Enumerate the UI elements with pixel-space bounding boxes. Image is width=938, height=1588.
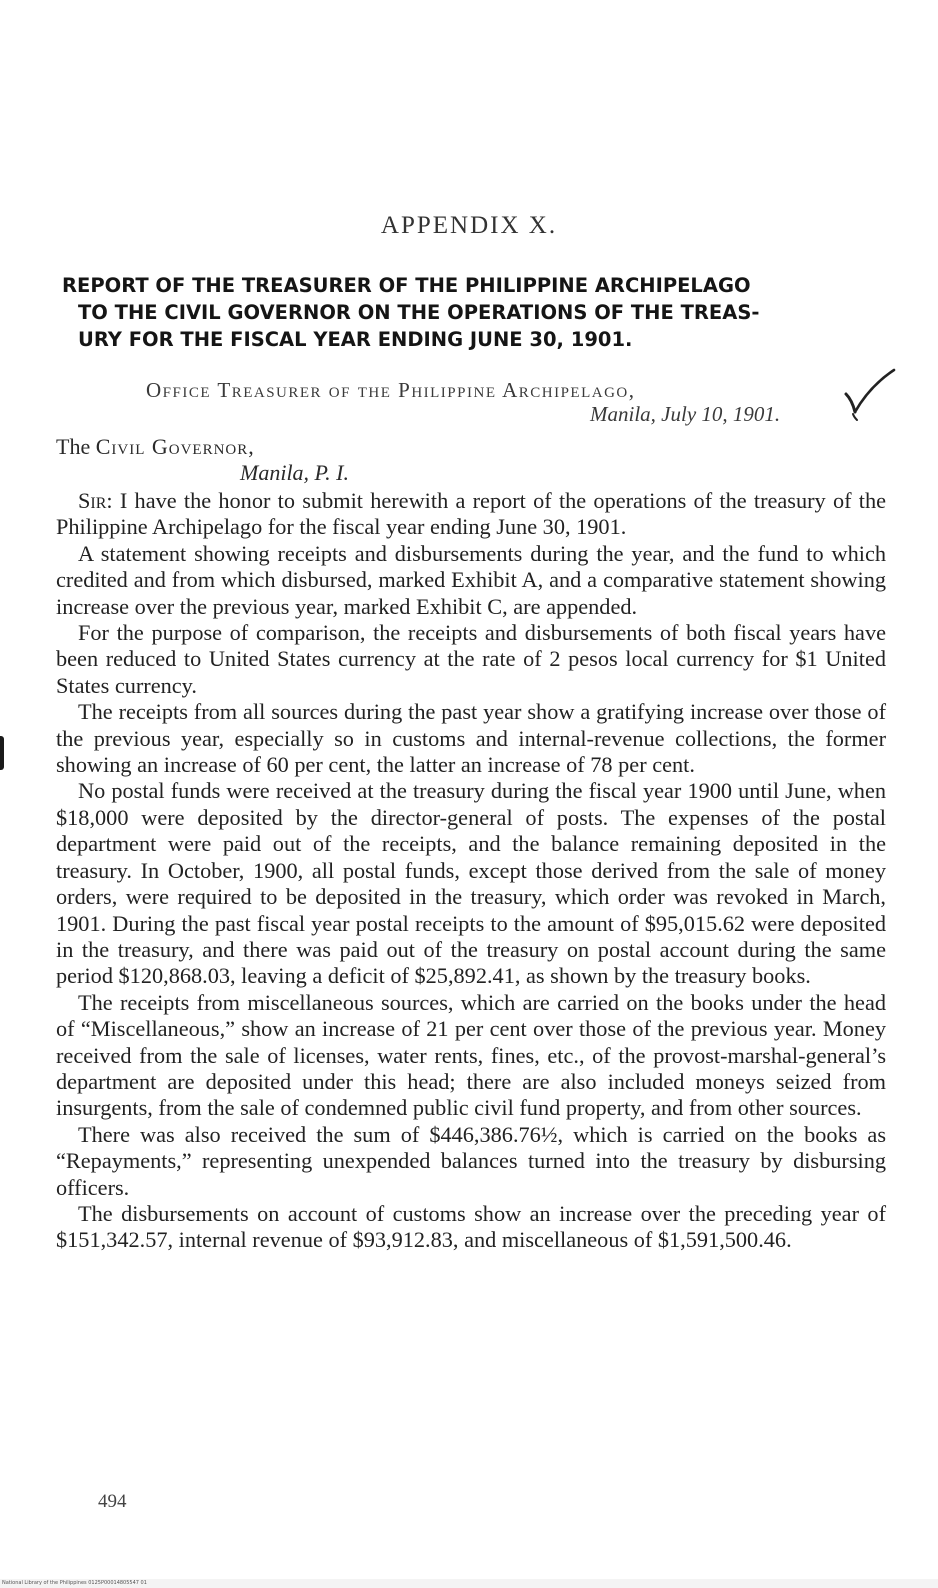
- office-line: Office Treasurer of the Philippine Archipelago,: [146, 378, 636, 402]
- paragraph-4: The receipts from all sources during the past year show a gratifying increase over those of the previous year, especially so in customs and internal-revenue collections, the former showing an increase of 60 per cent, the latter an increase of 78 per cent.: [56, 699, 886, 778]
- report-heading-line-1: REPORT OF THE TREASURER OF THE PHILIPPINE ARCHIPELAGO: [62, 274, 751, 297]
- report-heading-line-3: URY FOR THE FISCAL YEAR ENDING JUNE 30, 1901.: [78, 328, 633, 351]
- office-date: Manila, July 10, 1901.: [590, 402, 781, 426]
- paragraph-1: [56, 488, 886, 541]
- appendix-title: APPENDIX X.: [380, 212, 558, 239]
- handwritten-checkmark-icon: [840, 364, 900, 424]
- paragraph-7: There was also received the sum of $446,386.76½, which is carried on the books as “Repayments,” representing unexpended balances turned into the treasury by disbursing officers.: [56, 1121, 886, 1200]
- paragraph-5: No postal funds were received at the treasury during the fiscal year 1900 until June, when $18,000 were deposited by the director-general of posts. The expenses of the postal department were paid out of the receipts, and the balance remaining deposited in the treasury. In October, 1900, all postal funds, except those derived from the sale of money orders, were required to be deposited in the treasury, which order was revoked in March, 1901. During the past fiscal year postal receipts to the amount of $95,015.62 were deposited in the treasury, and there was paid out of the treasury on postal account during the same period $120,868.03, leaving a deficit of $25,892.41, as shown by the treasury books.: [56, 778, 886, 989]
- addressee-title: Civil Governor,: [95, 434, 255, 459]
- paragraph-6: The receipts from miscellaneous sources, which are carried on the books under the head of “Miscellaneous,” show an increase of 21 per cent over those of the previous year. Money received from the sale of licenses, water rents, fines, etc., of the provost-marshal-general’s department are deposited under this head; there are also included moneys seized from insurgents, from the sale of condemned public civil fund property, and from other sources.: [56, 989, 886, 1121]
- footer-credit: National Library of the Philippines 0125P00014805547 01: [2, 1580, 147, 1586]
- paragraph-2: A statement showing receipts and disbursements during the year, and the fund to which credited and from which disbursed, marked Exhibit A, and a comparative statement showing increase over the previous year, marked Exhibit C, are appended.: [56, 540, 886, 619]
- binding-shadow-mark: [0, 736, 4, 770]
- paragraph-8: The disbursements on account of customs show an increase over the preceding year of $151,342.57, internal revenue of $93,912.83, and miscellaneous of $1,591,500.46.: [56, 1200, 886, 1253]
- addressee-place: Manila, P. I.: [240, 460, 349, 485]
- letter-body: [56, 488, 886, 1254]
- paragraph-3: For the purpose of comparison, the receipts and disbursements of both fiscal years have been reduced to United States currency at the rate of 2 pesos local currency for $1 United States currency.: [56, 620, 886, 698]
- page-number: 494: [98, 1491, 127, 1512]
- report-heading-line-2: TO THE CIVIL GOVERNOR ON THE OPERATIONS OF THE TREAS-: [78, 301, 760, 324]
- report-heading: [62, 272, 902, 353]
- addressee: [56, 434, 255, 460]
- salutation: Sir:: [78, 488, 113, 513]
- paragraph-1-text: I have the honor to submit herewith a report of the operations of the treasury of the Philippine Archipelago for the fiscal year ending June 30, 1901.: [56, 488, 887, 540]
- addressee-prefix: The: [56, 434, 96, 459]
